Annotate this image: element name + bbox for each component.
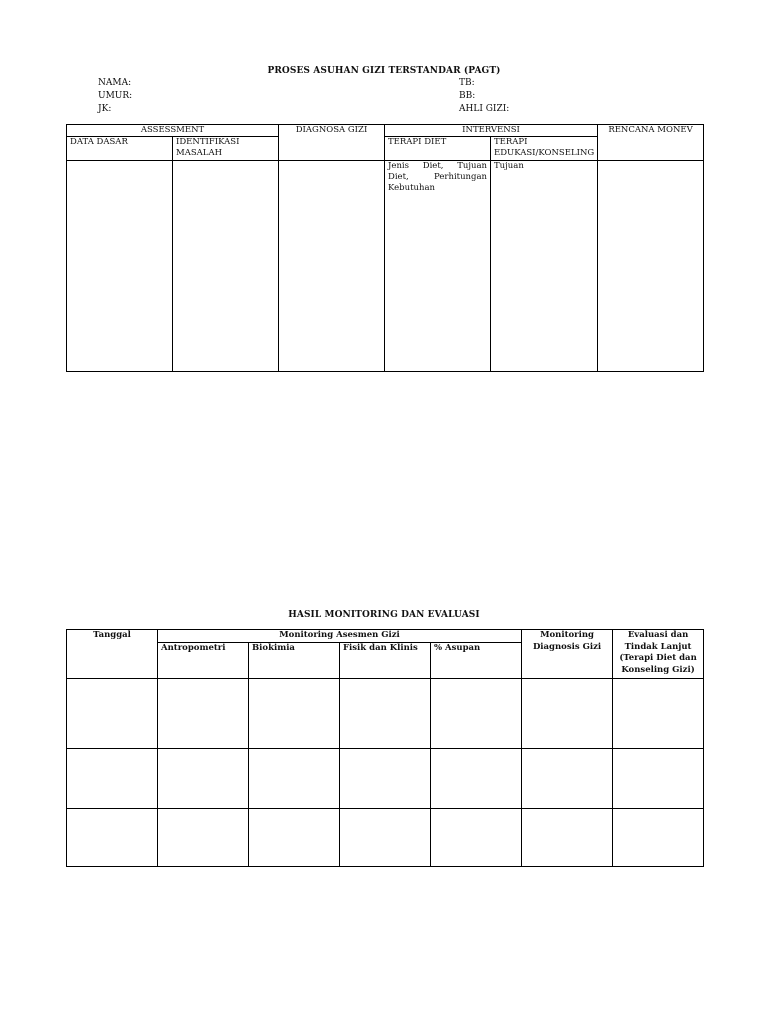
nama-field: NAMA: [98, 78, 132, 88]
biokimia-cell[interactable] [249, 748, 340, 808]
jk-field: JK: [98, 104, 112, 114]
evaluasi-cell[interactable] [613, 808, 704, 866]
monitoring-table [66, 629, 704, 867]
antropometri-header: Antropometri [158, 642, 249, 678]
terapi-edukasi-header: TERAPI EDUKASI/KONSELING [491, 137, 598, 161]
patient-info-left [98, 77, 132, 116]
tanggal-cell[interactable] [67, 678, 158, 748]
form-title: PROSES ASUHAN GIZI TERSTANDAR (PAGT) [267, 66, 501, 76]
terapi-edukasi-cell[interactable]: Tujuan [491, 161, 598, 372]
rencana-monev-header: RENCANA MONEV [598, 125, 704, 161]
asupan-cell[interactable] [431, 678, 522, 748]
tanggal-cell[interactable] [67, 808, 158, 866]
patient-info-right [459, 77, 509, 116]
evaluasi-header: Evaluasi dan Tindak Lanjut (Terapi Diet dan Konseling Gizi) [613, 630, 704, 679]
monitoring-diagnosis-cell[interactable] [522, 678, 613, 748]
terapi-diet-cell[interactable]: Jenis Diet, Tujuan Diet, Perhitungan Kebutuhan [385, 161, 491, 372]
biokimia-header: Biokimia [249, 642, 340, 678]
data-dasar-cell[interactable] [67, 161, 173, 372]
pagt-table [66, 124, 704, 372]
terapi-diet-header: TERAPI DIET [385, 137, 491, 161]
tanggal-header: Tanggal [67, 630, 158, 679]
monitoring-title: HASIL MONITORING DAN EVALUASI [288, 610, 480, 620]
table-row [67, 748, 704, 808]
identifikasi-masalah-cell[interactable] [173, 161, 279, 372]
fisik-klinis-header: Fisik dan Klinis [340, 642, 431, 678]
biokimia-cell[interactable] [249, 808, 340, 866]
assessment-header: ASSESSMENT [67, 125, 279, 137]
asupan-header: % Asupan [431, 642, 522, 678]
antropometri-cell[interactable] [158, 808, 249, 866]
monitoring-asesmen-header: Monitoring Asesmen Gizi [158, 630, 522, 643]
biokimia-cell[interactable] [249, 678, 340, 748]
data-dasar-header: DATA DASAR [67, 137, 173, 161]
asupan-cell[interactable] [431, 748, 522, 808]
diagnosa-cell[interactable] [279, 161, 385, 372]
intervensi-header: INTERVENSI [385, 125, 598, 137]
asupan-cell[interactable] [431, 808, 522, 866]
table-row [67, 678, 704, 748]
diagnosa-header: DIAGNOSA GIZI [279, 125, 385, 161]
tanggal-cell[interactable] [67, 748, 158, 808]
tb-field: TB: [459, 78, 475, 88]
bb-field: BB: [459, 91, 476, 101]
antropometri-cell[interactable] [158, 748, 249, 808]
evaluasi-cell[interactable] [613, 748, 704, 808]
monitoring-diagnosis-header: Monitoring Diagnosis Gizi [522, 630, 613, 679]
monitoring-diagnosis-cell[interactable] [522, 808, 613, 866]
ahli-gizi-field: AHLI GIZI: [459, 104, 510, 114]
monitoring-diagnosis-cell[interactable] [522, 748, 613, 808]
antropometri-cell[interactable] [158, 678, 249, 748]
fisik-klinis-cell[interactable] [340, 678, 431, 748]
umur-field: UMUR: [98, 91, 133, 101]
fisik-klinis-cell[interactable] [340, 748, 431, 808]
rencana-monev-cell[interactable] [598, 161, 704, 372]
evaluasi-cell[interactable] [613, 678, 704, 748]
fisik-klinis-cell[interactable] [340, 808, 431, 866]
table-row [67, 808, 704, 866]
identifikasi-masalah-header: IDENTIFIKASI MASALAH [173, 137, 279, 161]
